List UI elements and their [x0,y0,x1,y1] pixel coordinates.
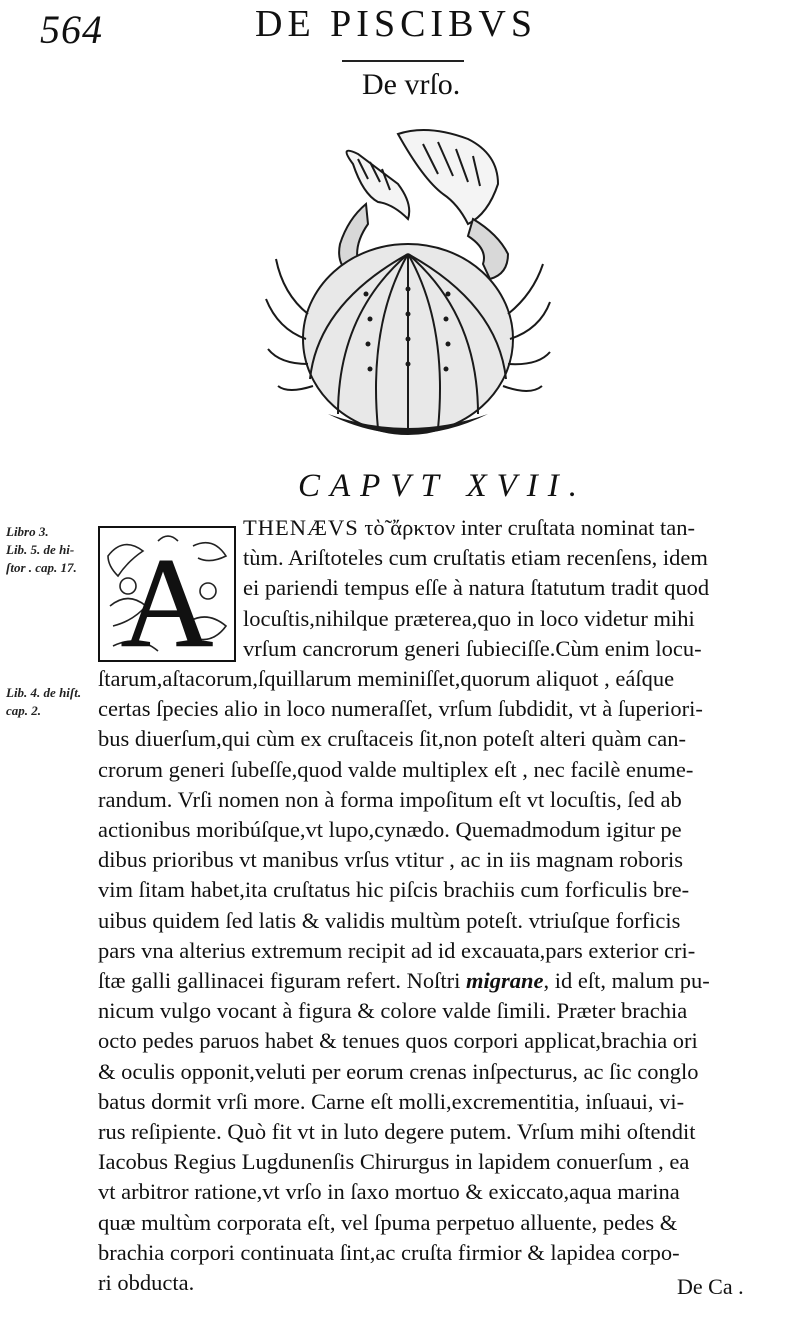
catchword: De Ca . [677,1274,744,1299]
text-line-content: uibus quidem ſed latis & validis multùm poteſt. vtriuſque forficis [98,907,681,933]
text-line-content: ſtarum,aſtacorum,ſquillarum meminiſſet,quorum aliquot , eáſque [98,666,675,691]
text-line [243,634,702,664]
text-line-content: vt arbitror ratione,vt vrſo in ſaxo mortuo & exiccato,aqua marina [98,1179,680,1205]
marginal-note [6,684,81,720]
marginal-note-line: Lib. 5. de hi- [6,542,75,557]
marginal-note-line: ſtor . cap. 17. [6,560,77,575]
text-line-content: crorum generi ſubeſſe,quod valde multiplex eſt , nec facilè enume- [98,756,694,782]
text-line-content: ri obducta. [98,1270,195,1295]
text-line [98,1208,677,1238]
italic-word: migrane [466,968,544,993]
text-line-content: Iacobus Regius Lugdunenſis Chirurgus in lapidem conuerſum , ea [98,1149,690,1175]
page-number: 564 [40,7,103,52]
text-line-content: octo pedes paruos habet & tenues quos corpori applicat,brachia ori [98,1028,698,1054]
title-rule [342,60,464,62]
text-line [243,604,695,634]
text-line-content: tùm. Ariſtoteles cum cruſtatis etiam recenſens, idem [243,545,708,571]
text-line-content: brachia corpori continuata ſint,ac cruſta firmior & lapidea corpo- [98,1239,680,1265]
text-line-content: vim ſitam habet,ita cruſtatus hic piſcis brachiis cum forficulis bre- [98,877,690,903]
text-line [98,1177,680,1207]
marginal-note-line: Libro 3. [6,524,49,539]
text-line-content: ſtæ galli gallinacei figuram refert. Noſtri [98,968,466,993]
drop-cap [98,526,236,662]
text-line-content: rus reſipiente. Quò fit vt in luto degere putem. Vrſum mihi oſtendit [98,1119,696,1144]
text-line [98,815,682,845]
text-line [98,936,695,966]
text-line-content: & oculis opponit,veluti per eorum crenas inſpecturus, ac ſic conglo [98,1058,699,1084]
text-line-content: dibus prioribus vt manibus vrſus vtitur , ac in iis magnam roboris [98,847,683,873]
text-line [98,1087,684,1117]
text-line [98,694,703,724]
text-line-content: locuſtis,nihilque præterea,quo in loco videtur mihi [243,605,695,631]
text-line [98,1147,689,1177]
text-line-content: batus dormit vrſi more. Carne eſt molli,excrementitia, inſuaui, vi- [98,1088,685,1114]
small-caps-word: THENÆVS [243,515,359,540]
drop-cap-letter: A [120,532,214,662]
text-line-content: pars vna alterius extremum recipit ad id excauata,pars exterior cri- [98,937,696,963]
text-line [98,664,674,694]
marginal-note-line: Lib. 4. de hiſt. [6,685,82,700]
text-line [243,543,708,573]
running-head: DE PISCIBVS [255,3,537,45]
section-title: De vrſo. [362,68,461,101]
marginal-note [6,523,77,577]
text-line [243,573,709,603]
text-line [98,755,693,785]
text-line [98,724,686,754]
text-line-content: bus diuerſum,qui cùm ex cruſtaceis ſit,non poteſt alteri quàm can- [98,726,686,752]
text-line [98,1057,698,1087]
text-line [243,513,695,543]
text-line-content: vrſum cancrorum generi ſubieciſſe.Cùm enim locu- [243,635,702,661]
text-line-content: nicum vulgo vocant à figura & colore valde ſimili. Præter brachia [98,998,688,1024]
text-line [98,1026,698,1056]
text-line [98,906,680,936]
text-line [98,845,683,875]
text-line [98,1268,194,1298]
text-line-content: randum. Vrſi nomen non à forma impoſitum eſt vt locuſtis, ſed ab [98,786,682,812]
text-line [98,1117,696,1147]
text-line [98,966,710,996]
text-line-content: ei pariendi tempus eſſe à natura ſtatutum tradit quod [243,575,710,601]
marginal-note-line: cap. 2. [6,703,42,718]
text-line [98,996,687,1026]
text-line-content: , id eſt, malum pu- [543,968,710,993]
text-line [98,785,682,815]
text-line-content: quæ multùm corporata eſt, vel ſpuma perpetuo alluente, pedes & [98,1209,678,1235]
text-line [98,1238,680,1268]
text-line-content: certas ſpecies alio in loco numeraſſet, vrſum ſubdidit, vt à ſuperiori- [98,696,703,722]
text-line-content: τὸ̃ ἄρκτον inter cruſtata nominat tan- [358,515,696,540]
text-line [98,875,689,905]
chapter-heading: CAPVT XVII. [298,468,588,504]
text-line-content: actionibus moribúſque,vt lupo,cynædo. Quemadmodum igitur pe [98,817,682,842]
crab-illustration-icon [258,124,558,449]
